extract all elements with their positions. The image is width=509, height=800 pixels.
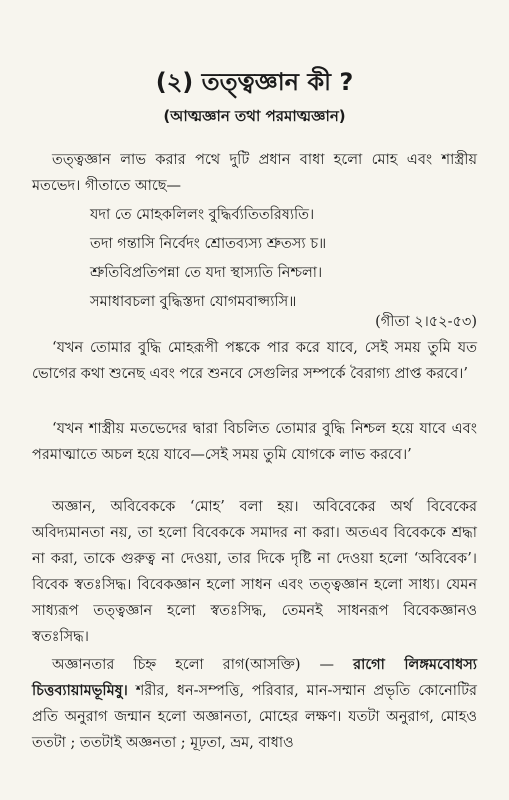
paragraph-text: শরীর, ধন-সম্পত্তি, পরিবার, মান-সম্মান প্রভৃতি কোনোটির প্রতি অনুরাগ জন্মান হলো অজ্ঞানতা, মোহের লক্ষণ। যতটা অনুরাগ, মোহও ততটা ; ততটাই অজ্ঞনতা ; মূঢ়তা, ভ্রম, বাধাও [32, 683, 478, 751]
page-title: (২) তত্ত্বজ্ঞান কী ? [155, 68, 354, 96]
body-paragraph [32, 652, 477, 756]
body-paragraph: অজ্ঞান, অবিবেককে ‘মোহ’ বলা হয়। অবিবেকের অর্থ বিবেকের অবিদ্যমানতা নয়, তা হলো বিবেককে সমাদর না করা। অতএব বিবেককে শ্রদ্ধা না করা, তাকে গুরুত্ব না দেওয়া, তার দিকে দৃষ্টি না দেওয়া হলো ‘অবিবেক’। বিবেক স্বতঃসিদ্ধ। বিবেকজ্ঞান হলো সাধন এবং তত্ত্বজ্ঞান হলো সাধ্য। যেমন সাধ্যরূপ তত্ত্বজ্ঞান হলো স্বতঃসিদ্ধ, তেমনই সাধনরূপ বিবেকজ্ঞানও স্বতঃসিদ্ধ। [32, 499, 477, 645]
verse-reference: (গীতা ২।৫২-৫৩) [375, 314, 477, 330]
verse-line: শ্রুতিবিপ্রতিপন্না তে যদা স্থাস্যতি নিশ্চলা। [90, 265, 323, 281]
translation-paragraph: ‘যখন শাস্ত্রীয় মতভেদের দ্বারা বিচলিত তোমার বুদ্ধি নিশ্চল হয়ে যাবে এবং পরমাত্মাতে অচল হয়ে যাবে—সেই সময় তুমি যোগকে লাভ করবে।’ [32, 421, 477, 463]
gita-verse [90, 201, 450, 317]
intro-paragraph: তত্ত্বজ্ঞান লাভ করার পথে দুটি প্রধান বাধা হলো মোহ এবং শাস্ত্রীয় মতভেদ। গীতাতে আছে— [32, 152, 477, 194]
verse-line: সমাধাবচলা বুদ্ধিস্তদা যোগমবাপ্স্যসি॥ [90, 294, 297, 310]
translation-paragraph: ‘যখন তোমার বুদ্ধি মোহরূপী পঙ্ককে পার করে যাবে, সেই সময় তুমি যত ভোগের কথা শুনেছ এবং পরে শুনবে সেগুলির সম্পর্কে বৈরাগ্য প্রাপ্ত করবে।’ [32, 340, 477, 382]
paragraph-text: অজ্ঞানতার চিহ্ন হলো রাগ(আসক্তি) — [52, 657, 335, 673]
verse-line: যদা তে মোহকলিলং বুদ্ধির্ব্যতিতরিষ্যতি। [90, 207, 315, 223]
page-subtitle: (আত্মজ্ঞান তথা পরমাত্মজ্ঞান) [163, 107, 346, 125]
sanskrit-quote: রাগো লিঙ্গমবোধস্য চিত্তব্যায়ামভূমিষু। [32, 656, 477, 699]
verse-line: তদা গন্তাসি নির্বেদং শ্রোতব্যস্য শ্রুতস্য চ॥ [90, 236, 327, 252]
